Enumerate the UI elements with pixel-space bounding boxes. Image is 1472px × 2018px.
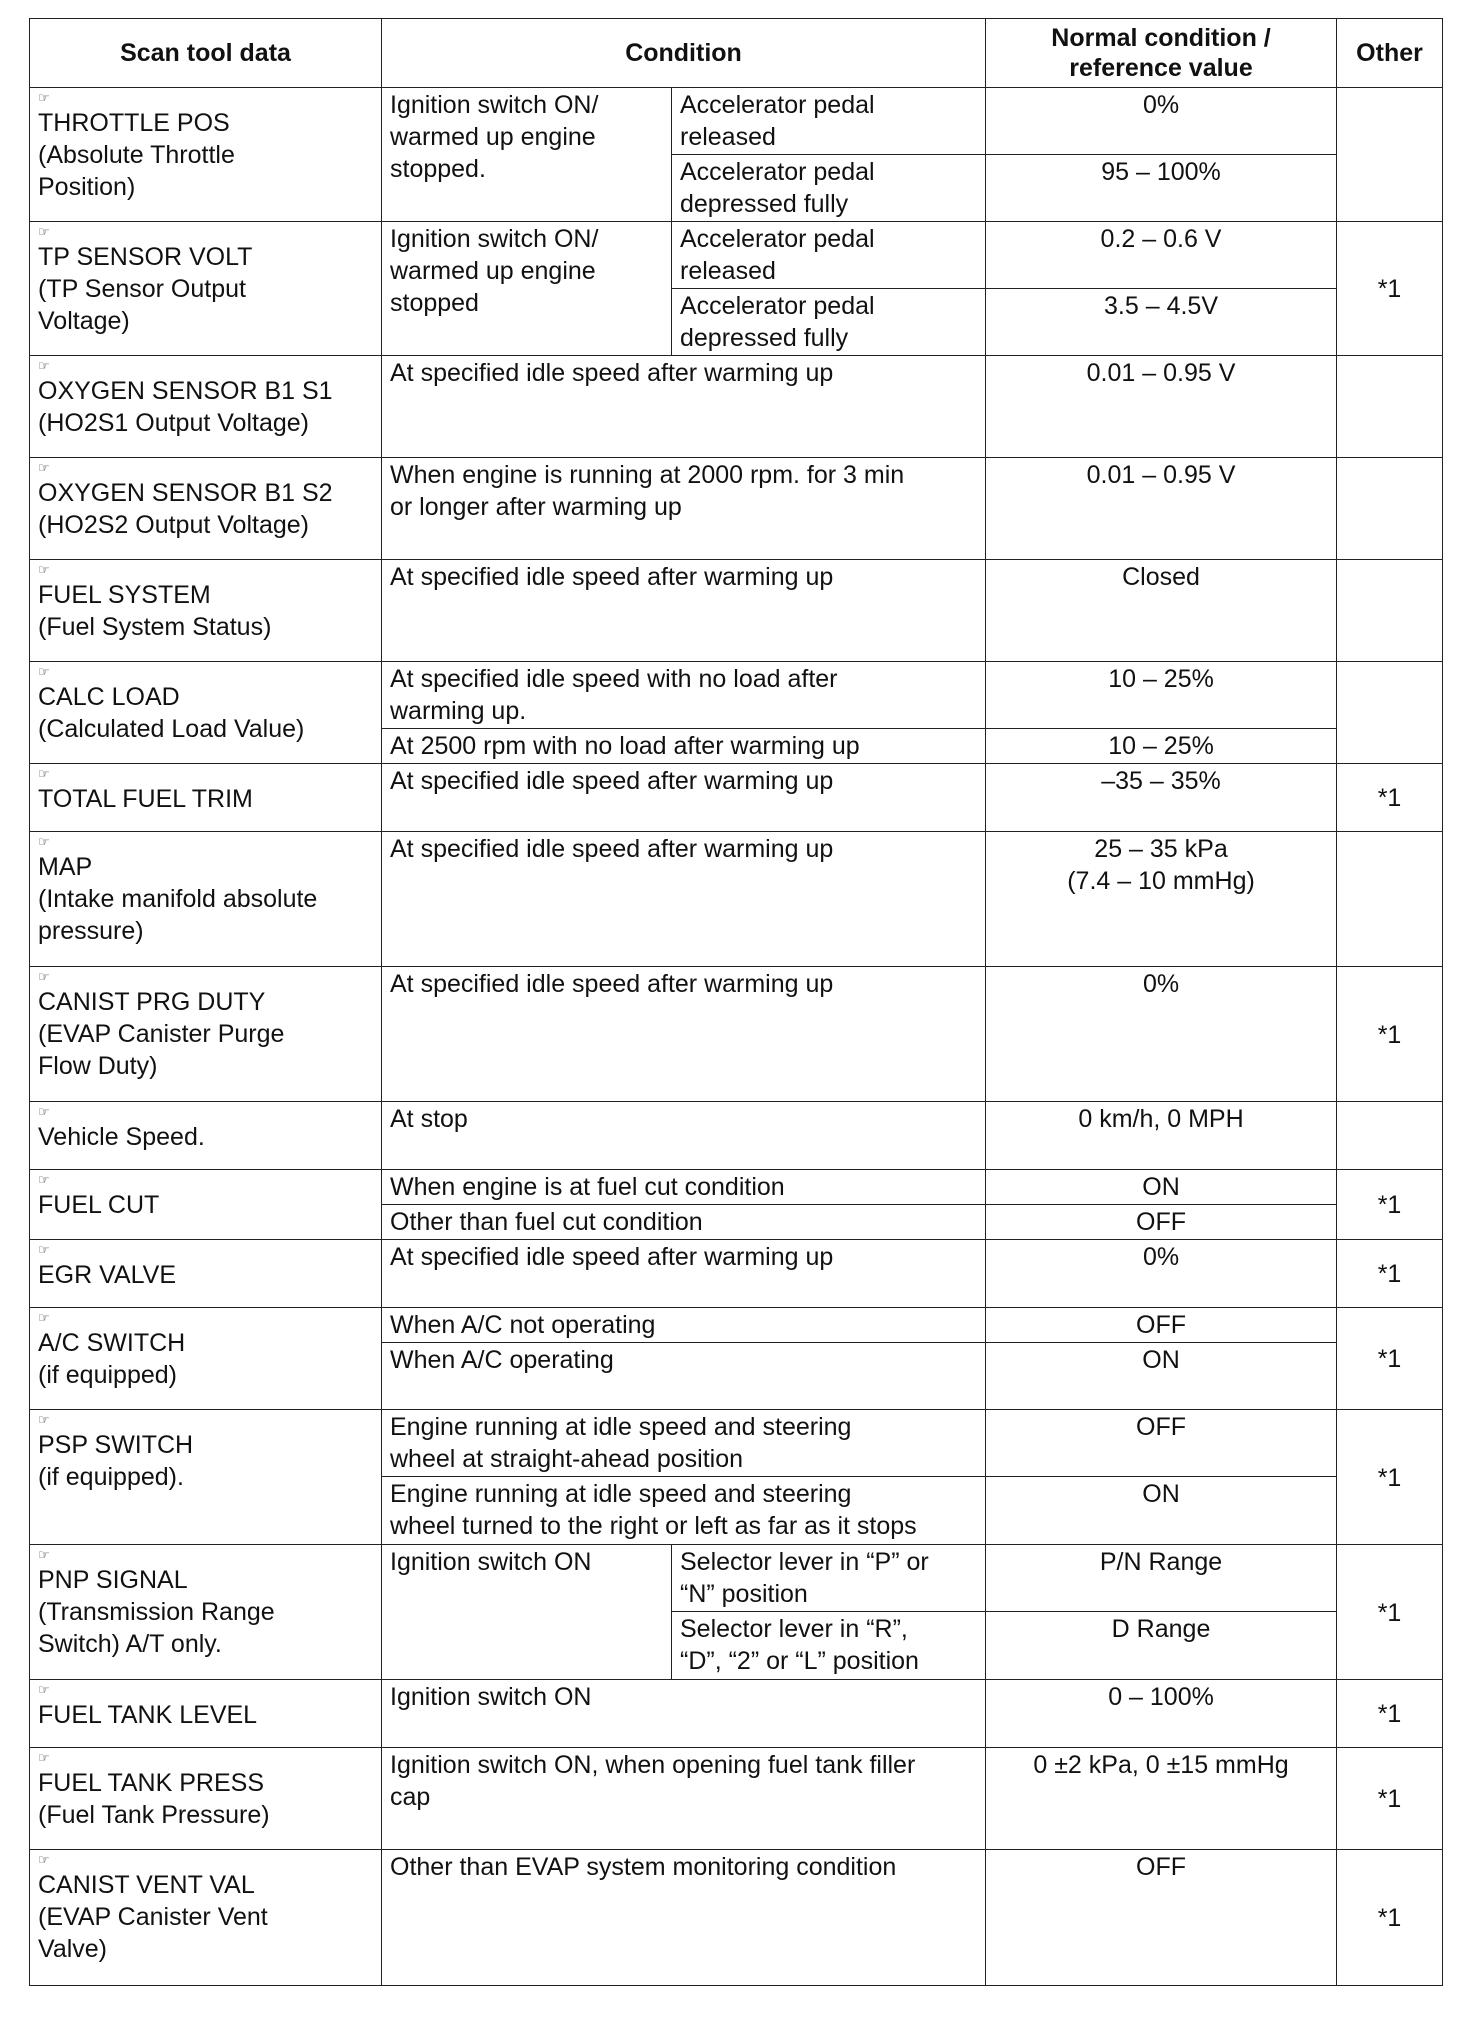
- data-item-cell: [30, 560, 382, 662]
- header-scan-tool-data: Scan tool data: [30, 19, 382, 88]
- data-item-cell: [30, 1545, 382, 1680]
- reference-value-cell: P/N Range: [986, 1545, 1337, 1612]
- reference-mark-icon: ☞: [38, 969, 50, 984]
- data-item-cell: [30, 1680, 382, 1748]
- table-row-oxygen-sensor-b1s1: [30, 356, 1443, 458]
- data-item-name: A/C SWITCH: [38, 1329, 186, 1357]
- table-row-canist-vent-val: [30, 1850, 1443, 1986]
- other-cell: *1: [1337, 222, 1443, 356]
- reference-value-cell: D Range: [986, 1612, 1337, 1680]
- table-row-vehicle-speed: [30, 1102, 1443, 1170]
- table-row-canist-prg-duty: [30, 967, 1443, 1102]
- data-item-cell: [30, 458, 382, 560]
- data-item-cell: [30, 1102, 382, 1170]
- other-cell: [1337, 832, 1443, 967]
- reference-value-cell: 0.01 – 0.95 V: [986, 458, 1337, 560]
- reference-value-cell: ON: [986, 1343, 1337, 1410]
- other-cell: [1337, 662, 1443, 764]
- reference-value-cell: 3.5 – 4.5V: [986, 289, 1337, 356]
- condition-cell: Ignition switch ON/ warmed up engine stopped: [382, 222, 672, 356]
- reference-mark-icon: ☞: [38, 358, 50, 373]
- table-row-fuel-system: [30, 560, 1443, 662]
- data-item-name: PSP SWITCH: [38, 1431, 194, 1459]
- reference-value-cell: 0 ±2 kPa, 0 ±15 mmHg: [986, 1748, 1337, 1850]
- data-item-cell: [30, 1748, 382, 1850]
- condition-cell: When A/C not operating: [382, 1308, 986, 1343]
- condition-cell: Ignition switch ON/ warmed up engine stopped.: [382, 88, 672, 222]
- other-cell: *1: [1337, 1680, 1443, 1748]
- data-item-cell: [30, 832, 382, 967]
- reference-value-cell: 95 – 100%: [986, 155, 1337, 222]
- data-item-cell: [30, 1170, 382, 1240]
- reference-mark-icon: ☞: [38, 224, 50, 239]
- reference-value-cell: 10 – 25%: [986, 662, 1337, 729]
- reference-value-cell: 10 – 25%: [986, 729, 1337, 764]
- reference-mark-icon: ☞: [38, 1104, 50, 1119]
- reference-mark-icon: ☞: [38, 1750, 50, 1765]
- reference-value-cell: 0%: [986, 88, 1337, 155]
- data-item-description: (Fuel System Status): [38, 613, 272, 641]
- reference-value-cell: Closed: [986, 560, 1337, 662]
- table-row-egr-valve: [30, 1240, 1443, 1308]
- data-item-name: CALC LOAD: [38, 683, 180, 711]
- condition-cell: At specified idle speed after warming up: [382, 967, 986, 1102]
- reference-mark-icon: ☞: [38, 1547, 50, 1562]
- condition-cell: Ignition switch ON: [382, 1545, 672, 1680]
- data-item-name: MAP: [38, 853, 93, 881]
- data-item-name: TP SENSOR VOLT: [38, 243, 253, 271]
- data-item-cell: [30, 662, 382, 764]
- condition-cell: Engine running at idle speed and steering wheel turned to the right or left as far as it stops: [382, 1477, 986, 1545]
- data-item-cell: [30, 356, 382, 458]
- data-item-cell: [30, 1308, 382, 1410]
- data-item-description: (Transmission Range Switch) A/T only.: [38, 1598, 275, 1658]
- reference-value-cell: 0 – 100%: [986, 1680, 1337, 1748]
- table-row-pnp-signal: [30, 1545, 1443, 1612]
- data-item-description: (HO2S1 Output Voltage): [38, 409, 309, 437]
- sub-condition-cell: Selector lever in “P” or “N” position: [672, 1545, 986, 1612]
- scan-tool-data-table: [29, 18, 1443, 1986]
- condition-cell: Ignition switch ON, when opening fuel tank filler cap: [382, 1748, 986, 1850]
- reference-mark-icon: ☞: [38, 460, 50, 475]
- other-cell: *1: [1337, 1850, 1443, 1986]
- condition-cell: Other than EVAP system monitoring condition: [382, 1850, 986, 1986]
- reference-mark-icon: ☞: [38, 1310, 50, 1325]
- other-cell: [1337, 356, 1443, 458]
- sub-condition-cell: Selector lever in “R”, “D”, “2” or “L” position: [672, 1612, 986, 1680]
- other-cell: *1: [1337, 1545, 1443, 1680]
- data-item-name: CANIST PRG DUTY: [38, 988, 266, 1016]
- data-item-description: (Intake manifold absolute pressure): [38, 885, 318, 945]
- condition-cell: At specified idle speed after warming up: [382, 764, 986, 832]
- table-row-total-fuel-trim: [30, 764, 1443, 832]
- table-row-fuel-tank-press: [30, 1748, 1443, 1850]
- reference-value-cell: OFF: [986, 1850, 1337, 1986]
- other-cell: *1: [1337, 1240, 1443, 1308]
- sub-condition-cell: Accelerator pedal released: [672, 88, 986, 155]
- reference-mark-icon: ☞: [38, 664, 50, 679]
- data-item-description: (HO2S2 Output Voltage): [38, 511, 309, 539]
- sub-condition-cell: Accelerator pedal depressed fully: [672, 289, 986, 356]
- reference-value-cell: OFF: [986, 1205, 1337, 1240]
- condition-cell: At stop: [382, 1102, 986, 1170]
- condition-cell: When engine is running at 2000 rpm. for 3 min or longer after warming up: [382, 458, 986, 560]
- header-normal-condition: Normal condition / reference value: [986, 19, 1337, 88]
- data-item-cell: [30, 222, 382, 356]
- reference-value-cell: OFF: [986, 1308, 1337, 1343]
- table-row-psp-switch: [30, 1410, 1443, 1477]
- reference-mark-icon: ☞: [38, 1412, 50, 1427]
- reference-mark-icon: ☞: [38, 562, 50, 577]
- reference-value-cell: ON: [986, 1477, 1337, 1545]
- data-item-name: TOTAL FUEL TRIM: [38, 785, 253, 813]
- data-item-name: EGR VALVE: [38, 1261, 177, 1289]
- data-item-cell: [30, 967, 382, 1102]
- reference-mark-icon: ☞: [38, 766, 50, 781]
- condition-cell: At 2500 rpm with no load after warming up: [382, 729, 986, 764]
- reference-mark-icon: ☞: [38, 90, 50, 105]
- condition-cell: At specified idle speed after warming up: [382, 832, 986, 967]
- reference-mark-icon: ☞: [38, 834, 50, 849]
- condition-cell: Other than fuel cut condition: [382, 1205, 986, 1240]
- data-item-cell: [30, 764, 382, 832]
- other-cell: *1: [1337, 1308, 1443, 1410]
- table-header-row: [30, 19, 1443, 88]
- data-item-description: (Calculated Load Value): [38, 715, 305, 743]
- reference-value-cell: 0%: [986, 967, 1337, 1102]
- reference-value-cell: 0.01 – 0.95 V: [986, 356, 1337, 458]
- reference-mark-icon: ☞: [38, 1682, 50, 1697]
- data-item-cell: [30, 1240, 382, 1308]
- data-item-name: CANIST VENT VAL: [38, 1871, 255, 1899]
- other-cell: [1337, 88, 1443, 222]
- table-row-map: [30, 832, 1443, 967]
- data-item-name: PNP SIGNAL: [38, 1566, 188, 1594]
- other-cell: *1: [1337, 1748, 1443, 1850]
- reference-value-cell: 0 km/h, 0 MPH: [986, 1102, 1337, 1170]
- data-item-name: FUEL SYSTEM: [38, 581, 211, 609]
- condition-cell: At specified idle speed with no load after warming up.: [382, 662, 986, 729]
- other-cell: *1: [1337, 1410, 1443, 1545]
- condition-cell: At specified idle speed after warming up: [382, 560, 986, 662]
- table-row-throttle-pos: [30, 88, 1443, 155]
- data-item-description: (Absolute Throttle Position): [38, 141, 235, 201]
- table-row-oxygen-sensor-b1s2: [30, 458, 1443, 560]
- table-row-ac-switch: [30, 1308, 1443, 1343]
- reference-value-cell: OFF: [986, 1410, 1337, 1477]
- other-cell: *1: [1337, 764, 1443, 832]
- table-row-calc-load: [30, 662, 1443, 729]
- data-item-name: FUEL TANK PRESS: [38, 1769, 264, 1797]
- condition-cell: At specified idle speed after warming up: [382, 356, 986, 458]
- data-item-name: FUEL TANK LEVEL: [38, 1701, 258, 1729]
- reference-mark-icon: ☞: [38, 1242, 50, 1257]
- data-item-name: OXYGEN SENSOR B1 S2: [38, 479, 333, 507]
- header-other: Other: [1337, 19, 1443, 88]
- reference-value-cell: 25 – 35 kPa (7.4 – 10 mmHg): [986, 832, 1337, 967]
- table-row-tp-sensor-volt: [30, 222, 1443, 289]
- data-item-description: (TP Sensor Output Voltage): [38, 275, 246, 335]
- other-cell: [1337, 1102, 1443, 1170]
- data-item-description: (if equipped).: [38, 1463, 184, 1491]
- sub-condition-cell: Accelerator pedal depressed fully: [672, 155, 986, 222]
- data-item-name: Vehicle Speed.: [38, 1123, 205, 1151]
- condition-cell: At specified idle speed after warming up: [382, 1240, 986, 1308]
- data-item-cell: [30, 88, 382, 222]
- data-item-cell: [30, 1410, 382, 1545]
- condition-cell: When engine is at fuel cut condition: [382, 1170, 986, 1205]
- data-item-name: THROTTLE POS: [38, 109, 230, 137]
- data-item-name: FUEL CUT: [38, 1191, 160, 1219]
- other-cell: *1: [1337, 1170, 1443, 1240]
- header-condition: Condition: [382, 19, 986, 88]
- data-item-description: (EVAP Canister Purge Flow Duty): [38, 1020, 285, 1080]
- condition-cell: Engine running at idle speed and steering wheel at straight-ahead position: [382, 1410, 986, 1477]
- table-row-fuel-tank-level: [30, 1680, 1443, 1748]
- table-row-fuel-cut: [30, 1170, 1443, 1205]
- data-item-name: OXYGEN SENSOR B1 S1: [38, 377, 333, 405]
- condition-cell: Ignition switch ON: [382, 1680, 986, 1748]
- sub-condition-cell: Accelerator pedal released: [672, 222, 986, 289]
- reference-mark-icon: ☞: [38, 1172, 50, 1187]
- data-item-description: (if equipped): [38, 1361, 177, 1389]
- data-item-description: (Fuel Tank Pressure): [38, 1801, 270, 1829]
- reference-value-cell: 0%: [986, 1240, 1337, 1308]
- reference-value-cell: –35 – 35%: [986, 764, 1337, 832]
- other-cell: *1: [1337, 967, 1443, 1102]
- data-item-cell: [30, 1850, 382, 1986]
- other-cell: [1337, 458, 1443, 560]
- other-cell: [1337, 560, 1443, 662]
- reference-mark-icon: ☞: [38, 1852, 50, 1867]
- reference-value-cell: ON: [986, 1170, 1337, 1205]
- condition-cell: When A/C operating: [382, 1343, 986, 1410]
- data-item-description: (EVAP Canister Vent Valve): [38, 1903, 268, 1963]
- reference-value-cell: 0.2 – 0.6 V: [986, 222, 1337, 289]
